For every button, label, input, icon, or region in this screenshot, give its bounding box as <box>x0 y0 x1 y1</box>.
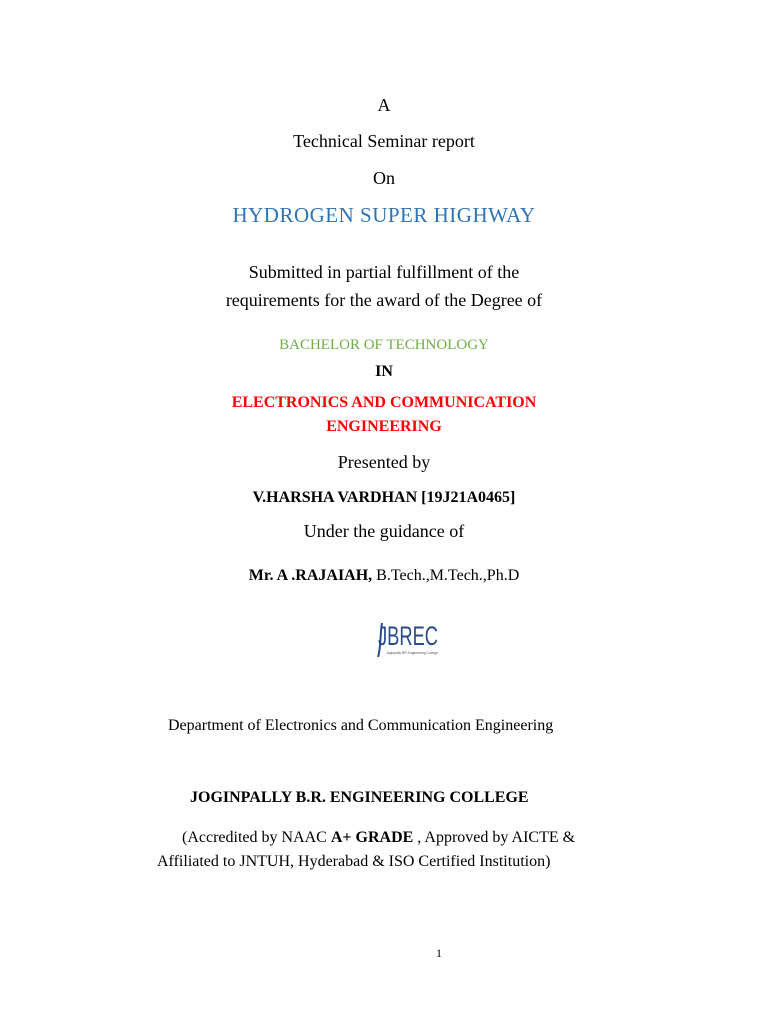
student-name: V.HARSHA VARDHAN [19J21A0465] <box>252 489 516 506</box>
submitted-line-1: Submitted in partial fulfillment of the <box>248 262 520 282</box>
degree-name: BACHELOR OF TECHNOLOGY <box>279 337 489 353</box>
accreditation-text: (Accredited by NAAC <box>182 829 331 846</box>
in-line: IN <box>375 363 393 380</box>
guide-name: Mr. A .RAJAIAH, <box>248 567 373 584</box>
logo-caption: Joginpally BR Engineering College <box>386 650 439 655</box>
guide-qualifications: B.Tech.,M.Tech.,Ph.D <box>372 567 520 584</box>
accreditation-line-2: Affiliated to JNTUH, Hyderabad & ISO Certified Institution) <box>157 853 551 870</box>
page-number: 1 <box>436 946 442 960</box>
a-line: A <box>377 95 391 115</box>
guide-line <box>0 567 768 585</box>
on-line: On <box>373 168 395 188</box>
branch-line-1: ELECTRONICS AND COMMUNICATION <box>231 394 537 411</box>
college-logo <box>374 614 442 660</box>
presented-by: Presented by <box>337 452 431 472</box>
logo-text: JBREC <box>378 621 438 651</box>
guidance-line: Under the guidance of <box>303 521 465 541</box>
accreditation-line-1 <box>182 829 575 847</box>
accreditation-grade: A+ GRADE <box>330 829 414 846</box>
submitted-line-2: requirements for the award of the Degree of <box>225 290 543 310</box>
report-title: HYDROGEN SUPER HIGHWAY <box>232 203 536 227</box>
college-name: JOGINPALLY B.R. ENGINEERING COLLEGE <box>190 789 529 806</box>
report-type: Technical Seminar report <box>293 131 475 151</box>
department-name: Department of Electronics and Communication Engineering <box>168 717 554 734</box>
approval-text: , Approved by AICTE & <box>413 829 576 846</box>
branch-line-2: ENGINEERING <box>326 418 442 435</box>
